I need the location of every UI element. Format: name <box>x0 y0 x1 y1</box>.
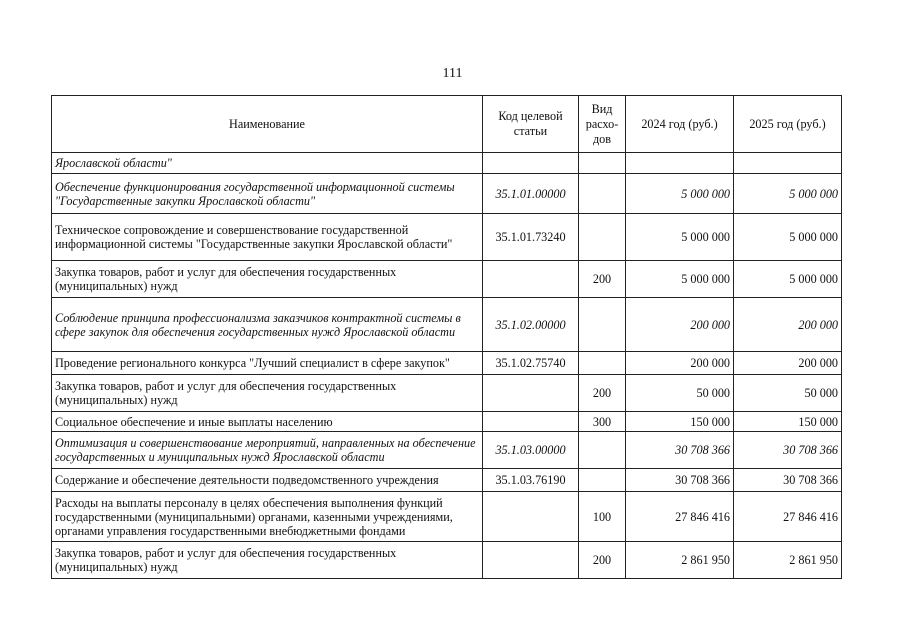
header-name: Наименование <box>52 96 483 153</box>
row-name: Техническое сопровождение и совершенствование государственной информационной системы "Государственные закупки Ярославской области" <box>52 214 483 261</box>
row-expense-type <box>579 153 626 174</box>
row-amount-2025: 200 000 <box>734 352 842 375</box>
row-amount-2024: 30 708 366 <box>626 432 734 469</box>
row-name: Закупка товаров, работ и услуг для обеспечения государственных (муниципальных) нужд <box>52 375 483 412</box>
table-row <box>52 153 842 174</box>
header-expense-type: Вид расхо-дов <box>579 96 626 153</box>
row-code <box>483 153 579 174</box>
table-header-row <box>52 96 842 153</box>
row-name: Социальное обеспечение и иные выплаты населению <box>52 412 483 432</box>
row-expense-type: 200 <box>579 375 626 412</box>
row-expense-type <box>579 432 626 469</box>
row-name: Расходы на выплаты персоналу в целях обеспечения выполнения функций государственными (муниципальными) органами, казенными учреждениями, органами управления государственными внебюджетными фондами <box>52 492 483 542</box>
header-code: Код целевой статьи <box>483 96 579 153</box>
row-amount-2024: 30 708 366 <box>626 469 734 492</box>
row-amount-2025: 200 000 <box>734 298 842 352</box>
row-amount-2025: 150 000 <box>734 412 842 432</box>
table-row <box>52 375 842 412</box>
table-body <box>52 153 842 579</box>
row-amount-2024: 150 000 <box>626 412 734 432</box>
row-code <box>483 412 579 432</box>
row-expense-type: 200 <box>579 261 626 298</box>
row-name: Закупка товаров, работ и услуг для обеспечения государственных (муниципальных) нужд <box>52 542 483 579</box>
row-code: 35.1.01.73240 <box>483 214 579 261</box>
row-amount-2025: 2 861 950 <box>734 542 842 579</box>
row-name: Ярославской области" <box>52 153 483 174</box>
table-row <box>52 469 842 492</box>
row-amount-2024 <box>626 153 734 174</box>
row-code <box>483 261 579 298</box>
row-amount-2024: 200 000 <box>626 298 734 352</box>
table-row <box>52 214 842 261</box>
row-amount-2025: 50 000 <box>734 375 842 412</box>
row-code <box>483 492 579 542</box>
row-code: 35.1.02.75740 <box>483 352 579 375</box>
header-2024: 2024 год (руб.) <box>626 96 734 153</box>
row-name: Обеспечение функционирования государственной информационной системы "Государственные закупки Ярославской области" <box>52 174 483 214</box>
row-code: 35.1.01.00000 <box>483 174 579 214</box>
table-row <box>52 542 842 579</box>
row-expense-type: 300 <box>579 412 626 432</box>
row-amount-2025: 30 708 366 <box>734 432 842 469</box>
table-row <box>52 412 842 432</box>
row-code: 35.1.03.00000 <box>483 432 579 469</box>
row-amount-2025: 5 000 000 <box>734 214 842 261</box>
row-expense-type: 100 <box>579 492 626 542</box>
row-amount-2024: 5 000 000 <box>626 261 734 298</box>
row-expense-type: 200 <box>579 542 626 579</box>
row-amount-2025: 5 000 000 <box>734 174 842 214</box>
row-name: Оптимизация и совершенствование мероприятий, направленных на обеспечение государственных и муниципальных нужд Ярославской области <box>52 432 483 469</box>
row-code <box>483 542 579 579</box>
row-amount-2025 <box>734 153 842 174</box>
row-code: 35.1.03.76190 <box>483 469 579 492</box>
budget-table <box>51 95 842 579</box>
row-amount-2024: 200 000 <box>626 352 734 375</box>
table-row <box>52 261 842 298</box>
row-name: Проведение регионального конкурса "Лучший специалист в сфере закупок" <box>52 352 483 375</box>
header-2025: 2025 год (руб.) <box>734 96 842 153</box>
row-expense-type <box>579 298 626 352</box>
row-amount-2025: 30 708 366 <box>734 469 842 492</box>
row-expense-type <box>579 174 626 214</box>
row-amount-2024: 50 000 <box>626 375 734 412</box>
row-code <box>483 375 579 412</box>
row-amount-2024: 2 861 950 <box>626 542 734 579</box>
page-number: 111 <box>442 66 463 81</box>
table-row <box>52 298 842 352</box>
row-expense-type <box>579 352 626 375</box>
row-expense-type <box>579 469 626 492</box>
row-amount-2024: 5 000 000 <box>626 214 734 261</box>
table-row <box>52 492 842 542</box>
row-amount-2025: 5 000 000 <box>734 261 842 298</box>
row-name: Содержание и обеспечение деятельности подведомственного учреждения <box>52 469 483 492</box>
row-amount-2024: 5 000 000 <box>626 174 734 214</box>
row-amount-2024: 27 846 416 <box>626 492 734 542</box>
row-amount-2025: 27 846 416 <box>734 492 842 542</box>
row-name: Закупка товаров, работ и услуг для обеспечения государственных (муниципальных) нужд <box>52 261 483 298</box>
table-row <box>52 432 842 469</box>
table-row <box>52 352 842 375</box>
table-row <box>52 174 842 214</box>
row-expense-type <box>579 214 626 261</box>
row-code: 35.1.02.00000 <box>483 298 579 352</box>
row-name: Соблюдение принципа профессионализма заказчиков контрактной системы в сфере закупок для обеспечения государственных нужд Ярославской области <box>52 298 483 352</box>
